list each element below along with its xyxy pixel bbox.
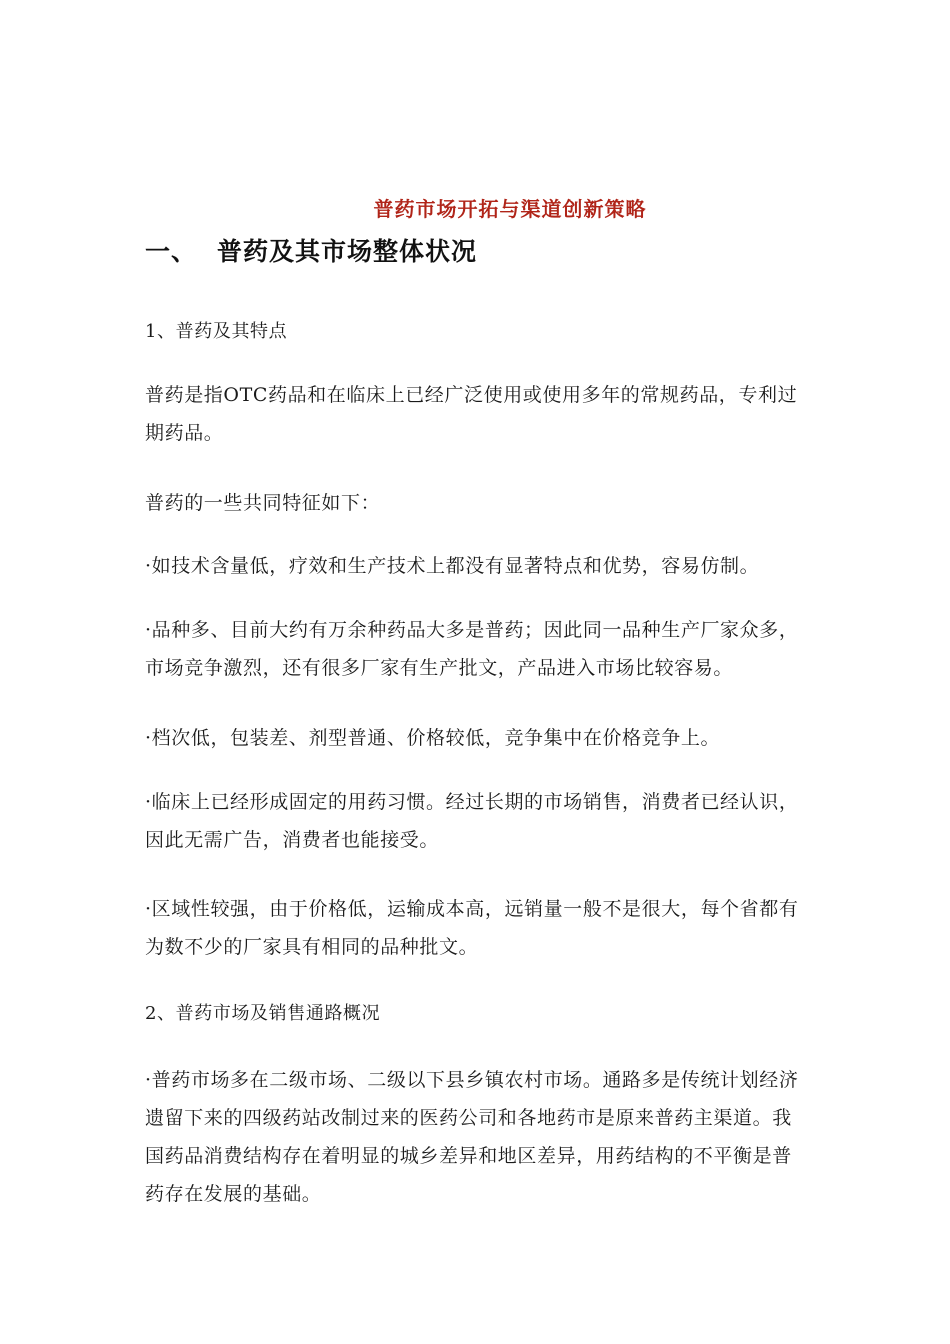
paragraph-features-intro: 普药的一些共同特征如下： [145,492,381,514]
bullet-regional: ·区域性较强，由于价格低，运输成本高，远销量一般不是很大，每个省都有为数不少的厂家具有相同的品种批文。 [145,898,799,958]
bullet-clinical-habit: ·临床上已经形成固定的用药习惯。经过长期的市场销售，消费者已经认识，因此无需广告，消费者也能接受。 [145,791,799,851]
subsection-heading-1: 1、普药及其特点 [145,321,288,342]
bullet-market-channels: ·普药市场多在二级市场、二级以下县乡镇农村市场。通路多是传统计划经济遗留下来的四级药站改制过来的医药公司和各地药市是原来普药主渠道。我国药品消费结构存在着明显的城乡差异和地区差异，用药结构的不平衡是普药存在发展的基础。 [145,1069,799,1205]
subsection-heading-2: 2、普药市场及销售通路概况 [145,1003,381,1024]
paragraph-definition: 普药是指OTC药品和在临床上已经广泛使用或使用多年的常规药品，专利过期药品。 [145,384,798,444]
document-title: 普药市场开拓与渠道创新策略 [373,197,647,221]
section-number: 一、 [145,237,198,266]
bullet-many-varieties: ·品种多、目前大约有万余种药品大多是普药；因此同一品种生产厂家众多，市场竞争激烈，还有很多厂家有生产批文，产品进入市场比较容易。 [145,619,799,679]
section-heading [145,232,477,268]
bullet-low-grade: ·档次低，包装差、剂型普通、价格较低，竞争集中在价格竞争上。 [145,727,721,749]
bullet-low-tech: ·如技术含量低，疗效和生产技术上都没有显著特点和优势，容易仿制。 [145,555,760,577]
section-heading-text: 普药及其市场整体状况 [217,237,478,266]
